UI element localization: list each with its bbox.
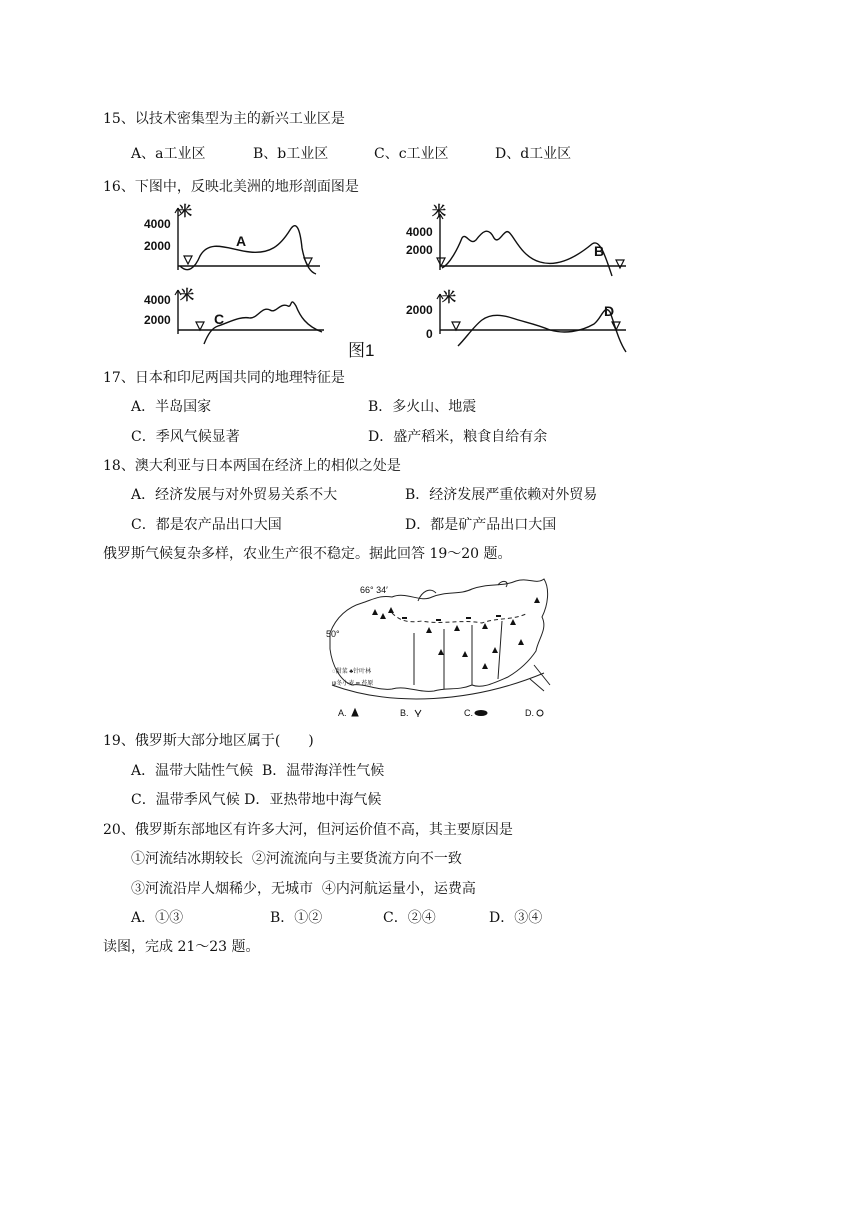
q18-option-c: C．都是农产品出口大国 xyxy=(131,517,282,533)
map-lat-50: 50° xyxy=(326,629,340,639)
q15-option-a: A、a工业区 xyxy=(131,146,206,162)
q17-option-b: B．多火山、地震 xyxy=(368,399,477,415)
q17-option-d: D．盛产稻米，粮食自给有余 xyxy=(368,429,548,445)
map-legend-2: ψ冬小麦 ━ 苔原 xyxy=(332,681,374,687)
q20-statements-line-2: ③河流沿岸人烟稀少，无城市 ④内河航运量小，运费高 xyxy=(131,881,476,897)
panel-c-tick-4000: 4000 xyxy=(144,293,171,307)
panel-d-label: D xyxy=(604,303,615,319)
q20-option-d: D．③④ xyxy=(489,910,543,926)
question-19-stem: 19、俄罗斯大部分地区属于( ) xyxy=(103,733,314,749)
panel-b-unit: 米 xyxy=(432,203,446,219)
figure-caption: 图1 xyxy=(348,341,375,360)
q15-option-d: D、d工业区 xyxy=(495,146,572,162)
map-choice-a: A. xyxy=(338,708,347,718)
question-17-stem: 17、日本和印尼两国共同的地理特征是 xyxy=(103,370,345,386)
panel-a-label: A xyxy=(236,233,247,249)
map-lat-66: 66° 34′ xyxy=(360,585,388,595)
q19-options-line-1: A．温带大陆性气候 B．温带海洋性气候 xyxy=(131,763,385,779)
tundra-icon xyxy=(475,711,487,716)
wheat-icon xyxy=(415,710,421,717)
panel-a-tick-2000: 2000 xyxy=(144,239,171,253)
panel-b-label: B xyxy=(594,243,605,259)
q20-option-a: A．①③ xyxy=(131,910,184,926)
conifer-icon xyxy=(352,709,358,716)
panel-d-unit: 米 xyxy=(442,289,456,305)
panel-a-unit: 米 xyxy=(178,203,192,219)
terrain-profile-figure xyxy=(140,198,640,360)
q15-option-c: C、c工业区 xyxy=(374,146,449,162)
panel-a-tick-4000: 4000 xyxy=(144,217,171,231)
intro-19-20: 俄罗斯气候复杂多样，农业生产很不稳定。据此回答 19～20 题。 xyxy=(103,546,512,562)
question-20-stem: 20、俄罗斯东部地区有许多大河，但河运价值不高，其主要原因是 xyxy=(103,822,513,838)
panel-c-label: C xyxy=(214,311,225,327)
q19-options-line-2: C．温带季风气候 D．亚热带地中海气候 xyxy=(131,792,382,808)
q15-option-b: B、b工业区 xyxy=(253,146,329,162)
panel-c-tick-2000: 2000 xyxy=(144,313,171,327)
question-16-stem: 16、下图中，反映北美洲的地形剖面图是 xyxy=(103,179,359,195)
panel-b-tick-4000: 4000 xyxy=(406,225,433,239)
q20-option-b: B．①② xyxy=(270,910,323,926)
map-choice-d: D. xyxy=(525,708,534,718)
intro-21-23: 读图，完成 21～23 题。 xyxy=(103,939,260,955)
panel-b-tick-2000: 2000 xyxy=(406,243,433,257)
panel-d-tick-2000: 2000 xyxy=(406,303,433,317)
q17-option-a: A．半岛国家 xyxy=(131,399,212,415)
q18-option-d: D．都是矿产品出口大国 xyxy=(405,517,557,533)
map-choice-b: B. xyxy=(400,708,409,718)
map-choice-c: C. xyxy=(464,708,473,718)
panel-d-tick-0: 0 xyxy=(426,327,433,341)
q17-option-c: C．季风气候显著 xyxy=(131,429,240,445)
q18-option-a: A．经济发展与对外贸易关系不大 xyxy=(131,487,338,503)
q20-statements-line-1: ①河流结冰期较长 ②河流流向与主要货流方向不一致 xyxy=(131,851,462,867)
q18-option-b: B．经济发展严重依赖对外贸易 xyxy=(405,487,598,503)
map-legend-1: ◌甜菜 ♣针叶林 xyxy=(332,669,372,675)
question-18-stem: 18、澳大利亚与日本两国在经济上的相似之处是 xyxy=(103,458,401,474)
panel-c-unit: 米 xyxy=(180,287,194,303)
beet-icon xyxy=(537,710,543,716)
q20-option-c: C．②④ xyxy=(383,910,436,926)
russia-map xyxy=(322,573,558,721)
question-15-stem: 15、以技术密集型为主的新兴工业区是 xyxy=(103,111,345,127)
